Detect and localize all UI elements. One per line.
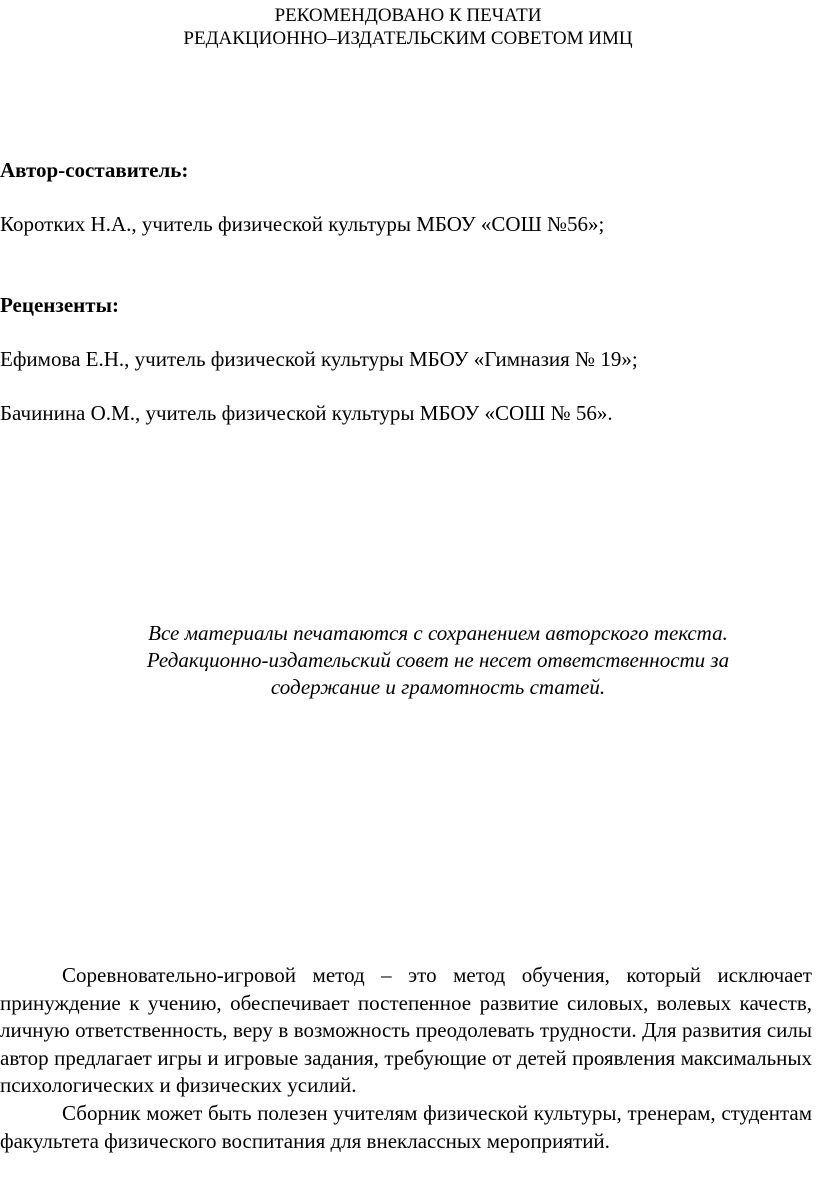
approval-header <box>0 4 816 50</box>
author-heading: Автор-составитель: <box>0 158 189 182</box>
author-name: Коротких Н.А., учитель физической культуры МБОУ «СОШ №56»; <box>0 212 605 236</box>
annotation-paragraph-1: Соревновательно-игровой метод – это метод обучения, который исключает принуждение к учению, обеспечивает постепенное развитие силовых, волевых качеств, личную ответственность, веру в возможность преодолевать трудности. Для развития силы автор предлагает игры и игровые задания, требующие от детей проявления максимальных психологических и физических усилий. <box>0 963 812 1098</box>
disclaimer-line-3: содержание и грамотность статей. <box>270 675 606 699</box>
reviewer-2: Бачинина О.М., учитель физической культуры МБОУ «СОШ № 56». <box>0 401 613 425</box>
approval-line-2: РЕДАКЦИОННО–ИЗДАТЕЛЬСКИМ СОВЕТОМ ИМЦ <box>183 28 633 49</box>
annotation-text <box>0 962 812 1155</box>
disclaimer-line-1: Все материалы печатаются с сохранением авторского текста. <box>148 621 728 645</box>
annotation-paragraph-2: Сборник может быть полезен учителям физической культуры, тренерам, студентам факультета физического воспитания для внеклассных мероприятий. <box>0 1100 812 1153</box>
reviewer-1: Ефимова Е.Н., учитель физической культуры МБОУ «Гимназия № 19»; <box>0 347 638 371</box>
disclaimer-line-2: Редакционно-издательский совет не несет ответственности за <box>146 648 730 672</box>
approval-line-1: РЕКОМЕНДОВАНО К ПЕЧАТИ <box>274 5 542 26</box>
disclaimer-notice <box>60 620 816 701</box>
reviewers-heading: Рецензенты: <box>0 293 119 317</box>
